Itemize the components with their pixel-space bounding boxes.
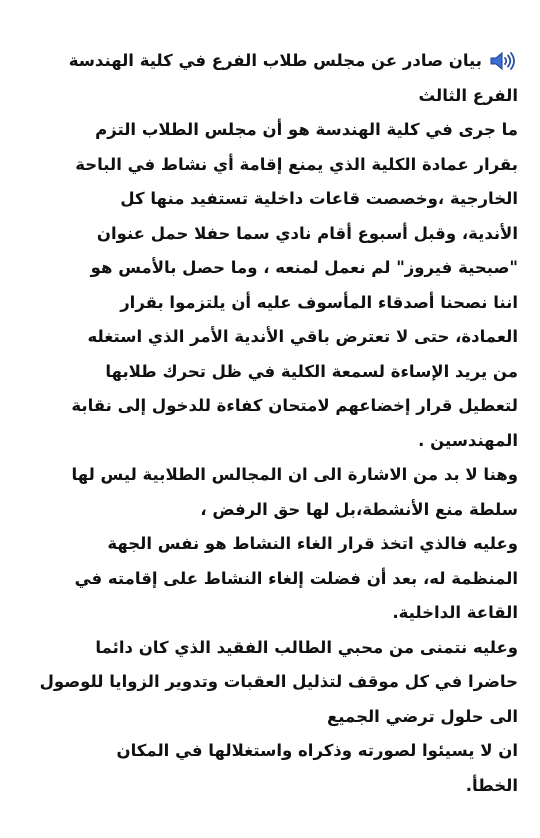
post-line-8: اننا نصحنا أصدقاء المأسوف عليه أن يلتزموا بقرار xyxy=(120,292,518,312)
post-line-17: القاعة الداخلية. xyxy=(392,603,518,622)
post-line-7: "صبحية فيروز" لم نعمل لمنعه ، وما حصل بالأمس هو xyxy=(90,258,518,277)
post-line-2: الفرع الثالث xyxy=(418,85,518,105)
post-line-22: الخطأ. xyxy=(465,775,518,795)
post-line-1 xyxy=(14,44,518,79)
speaker-icon[interactable] xyxy=(488,50,518,72)
post-line-9: العمادة، حتى لا تعترض باقي الأندية الأمر الذي استغله xyxy=(87,327,518,346)
post-body xyxy=(14,44,518,803)
post-line-6: الأندية، وقبل أسبوع أقام نادي سما حفلا حمل عنوان xyxy=(96,223,518,243)
post-line-16: المنظمة له، بعد أن فضلت إلغاء النشاط على إقامته في xyxy=(74,568,518,588)
post-line-10: من يريد الإساءة لسمعة الكلية في ظل تحرك طلابها xyxy=(105,361,518,381)
post-line-11: لتعطيل قرار إخضاعهم لامتحان كفاءة للدخول إلى نقابة xyxy=(71,396,518,415)
post-line-21: ان لا يسيئوا لصورته وذكراه واستغلالها في المكان xyxy=(116,741,518,760)
post-line-12: المهندسين . xyxy=(418,430,518,450)
post-line-18: وعليه نتمنى من محبي الطالب الفقيد الذي كان دائما xyxy=(95,637,518,657)
post-line-19: حاضرا في كل موقف لتذليل العقبات وتدوير الزوايا للوصول xyxy=(39,672,518,691)
post-line-14: سلطة منع الأنشطة،بل لها حق الرفض ، xyxy=(200,499,518,519)
post-line-4: بقرار عمادة الكلية الذي يمنع إقامة أي نشاط في الباحة xyxy=(75,154,518,174)
post-line-text: بيان صادر عن مجلس طلاب الفرع في كلية الهندسة xyxy=(68,51,482,70)
post-line-20: الى حلول ترضي الجميع xyxy=(327,706,518,726)
post-line-15: وعليه فالذي اتخذ قرار الغاء النشاط هو نفس الجهة xyxy=(107,534,518,553)
post-line-5: الخارجية ،وخصصت قاعات داخلية تستفيد منها كل xyxy=(120,189,518,208)
post-line-3: ما جرى في كلية الهندسة هو أن مجلس الطلاب التزم xyxy=(95,120,518,139)
post-line-13: وهنا لا بد من الاشارة الى ان المجالس الطلابية ليس لها xyxy=(71,465,518,484)
